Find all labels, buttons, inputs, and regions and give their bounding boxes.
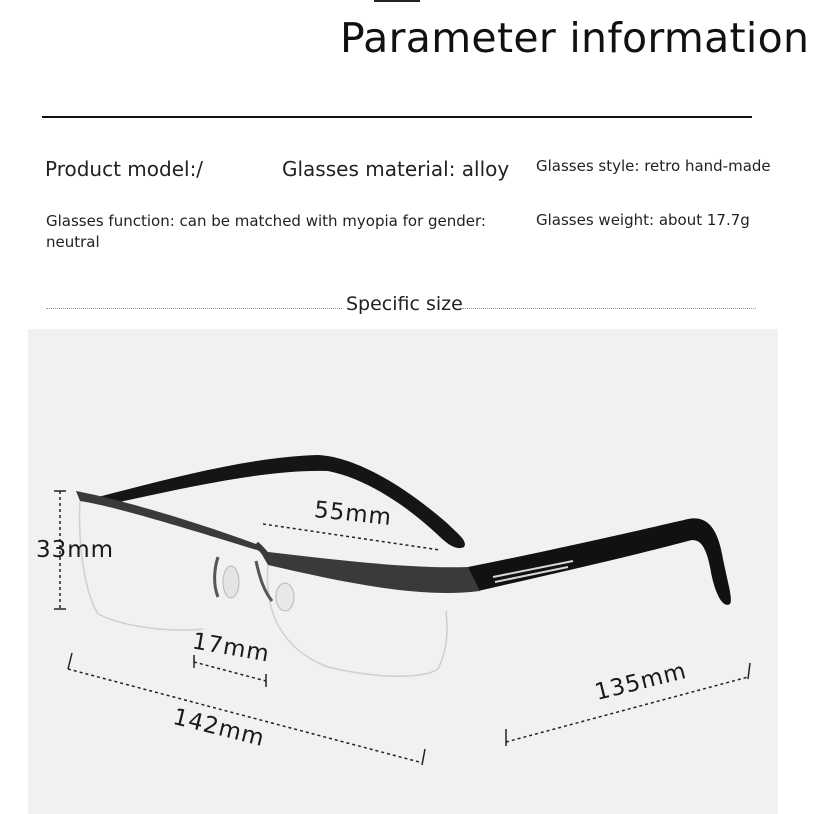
dimension-lens-width: 55mm — [312, 496, 394, 532]
param-glasses-function: Glasses function: can be matched with myopia for gender: neutral — [46, 212, 486, 251]
section-divider-left — [46, 308, 342, 309]
dimension-bridge-width: 17mm — [190, 628, 272, 668]
dimension-lens-height: 33mm — [36, 537, 115, 563]
top-accent-line — [374, 0, 420, 2]
param-glasses-weight: Glasses weight: about 17.7g — [536, 211, 750, 229]
param-product-model: Product model:/ — [45, 157, 204, 181]
dimension-temple-length: 135mm — [592, 658, 690, 706]
title-divider — [42, 116, 752, 118]
param-glasses-style: Glasses style: retro hand-made — [536, 157, 771, 175]
section-title: Specific size — [346, 293, 463, 315]
page-title: Parameter information — [340, 14, 810, 62]
glasses-illustration — [28, 329, 778, 814]
section-divider-right — [462, 308, 756, 309]
dimension-frame-width: 142mm — [170, 704, 268, 752]
param-glasses-material: Glasses material: alloy — [282, 157, 510, 181]
glasses-photo — [28, 329, 778, 814]
